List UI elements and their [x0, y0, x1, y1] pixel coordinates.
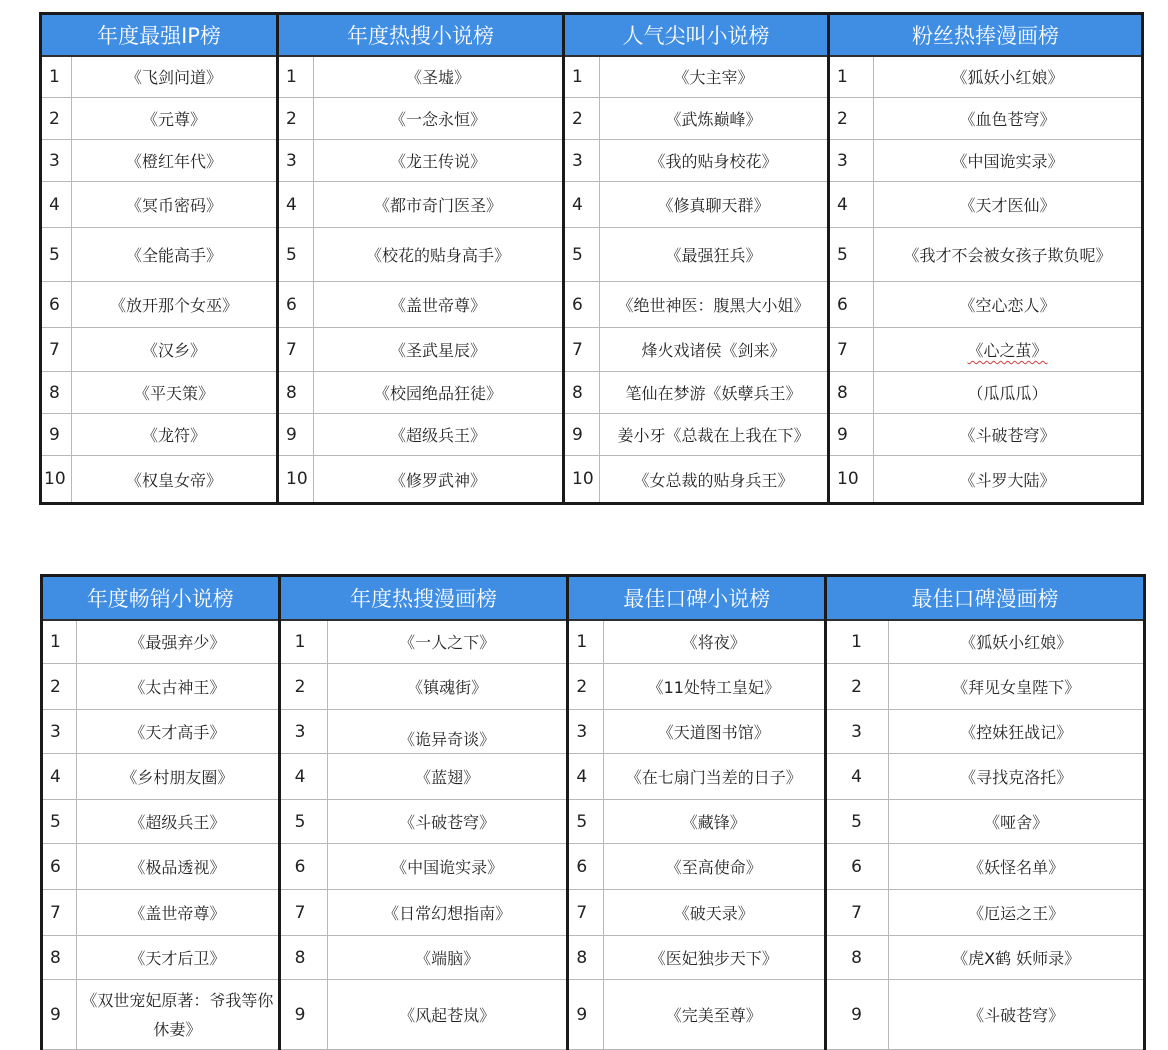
title-cell: 《日常幻想指南》 [327, 890, 568, 936]
title-cell: 《斗破苍穹》 [327, 800, 568, 844]
title-cell: 笔仙在梦游《妖孽兵王》 [600, 372, 829, 414]
rank-number: 10 [829, 456, 874, 504]
rank-number: 4 [279, 754, 327, 800]
title-cell: 《武炼巅峰》 [600, 98, 829, 140]
title-cell: 《斗破苍穹》 [889, 980, 1145, 1050]
rank-number: 5 [42, 800, 77, 844]
rank-number: 2 [826, 664, 889, 710]
rank-number: 5 [829, 228, 874, 282]
rank-number: 3 [42, 710, 77, 754]
rank-number: 1 [278, 56, 314, 98]
title-cell: 《修真聊天群》 [600, 182, 829, 228]
rank-number: 6 [564, 282, 600, 328]
column-header: 年度热搜漫画榜 [279, 576, 568, 620]
rank-number: 7 [829, 328, 874, 372]
table-header-row [42, 576, 1145, 620]
table-row [41, 56, 1143, 98]
title-cell: 《我的贴身校花》 [600, 140, 829, 182]
title-cell: 《超级兵王》 [77, 800, 280, 844]
rank-number: 6 [42, 844, 77, 890]
title-cell: 《一人之下》 [327, 620, 568, 664]
title-cell: （瓜瓜瓜） [874, 372, 1143, 414]
rank-number: 3 [278, 140, 314, 182]
table-row [41, 282, 1143, 328]
title-cell: 《斗罗大陆》 [874, 456, 1143, 504]
rank-number: 2 [568, 664, 603, 710]
table-row [41, 372, 1143, 414]
rank-number: 8 [279, 936, 327, 980]
table-row [42, 620, 1145, 664]
ranking-table-top [39, 12, 1144, 505]
rank-number: 5 [826, 800, 889, 844]
title-cell: 《破天录》 [603, 890, 826, 936]
rank-number: 9 [826, 980, 889, 1050]
title-cell: 《医妃独步天下》 [603, 936, 826, 980]
title-cell: 《龙王传说》 [314, 140, 564, 182]
title-cell: 烽火戏诸侯《剑来》 [600, 328, 829, 372]
rank-number: 3 [829, 140, 874, 182]
table-row [41, 140, 1143, 182]
rank-number: 6 [279, 844, 327, 890]
rank-number: 7 [279, 890, 327, 936]
column-header: 人气尖叫小说榜 [564, 14, 829, 56]
title-cell: 《天才医仙》 [874, 182, 1143, 228]
rank-number: 9 [278, 414, 314, 456]
title-cell: 《圣武星辰》 [314, 328, 564, 372]
title-cell: 《中国诡实录》 [327, 844, 568, 890]
rank-number: 2 [279, 664, 327, 710]
title-cell: 《平天策》 [72, 372, 278, 414]
title-cell: 《极品透视》 [77, 844, 280, 890]
rank-number: 9 [564, 414, 600, 456]
rank-number: 9 [279, 980, 327, 1050]
title-cell: 《全能高手》 [72, 228, 278, 282]
rank-number: 5 [278, 228, 314, 282]
title-cell: 《厄运之王》 [889, 890, 1145, 936]
rank-number: 9 [829, 414, 874, 456]
rank-number: 1 [564, 56, 600, 98]
rank-number: 1 [826, 620, 889, 664]
title-cell: 《妖怪名单》 [889, 844, 1145, 890]
table-row [41, 414, 1143, 456]
title-cell: 《至高使命》 [603, 844, 826, 890]
table-row [41, 456, 1143, 504]
table-row [41, 98, 1143, 140]
title-cell: 《11处特工皇妃》 [603, 664, 826, 710]
title-cell: 《天道图书馆》 [603, 710, 826, 754]
rank-number: 1 [829, 56, 874, 98]
title-cell: 《天才高手》 [77, 710, 280, 754]
rank-number: 2 [41, 98, 72, 140]
rank-number: 9 [41, 414, 72, 456]
title-cell: 《超级兵王》 [314, 414, 564, 456]
column-header: 年度最强IP榜 [41, 14, 278, 56]
title-text-two-line: 《双世宠妃原著：爷我等你休妻》 [81, 990, 274, 1039]
title-cell: 《校园绝品狂徒》 [314, 372, 564, 414]
rank-number: 4 [826, 754, 889, 800]
table-row [41, 182, 1143, 228]
title-cell: 《将夜》 [603, 620, 826, 664]
column-header: 最佳口碑漫画榜 [826, 576, 1145, 620]
rank-number: 9 [42, 980, 77, 1050]
table-row [42, 710, 1145, 754]
rank-number: 3 [41, 140, 72, 182]
ranking-table-bottom [40, 574, 1146, 1050]
rank-number: 2 [42, 664, 77, 710]
title-cell: 《藏锋》 [603, 800, 826, 844]
rank-number: 5 [564, 228, 600, 282]
column-header: 年度热搜小说榜 [278, 14, 564, 56]
rank-number: 2 [564, 98, 600, 140]
title-cell: 《最强弃少》 [77, 620, 280, 664]
title-cell: 《寻找克洛托》 [889, 754, 1145, 800]
column-header: 年度畅销小说榜 [42, 576, 280, 620]
rank-number: 8 [42, 936, 77, 980]
table-row [42, 664, 1145, 710]
title-cell: 《女总裁的贴身兵王》 [600, 456, 829, 504]
title-cell: 《修罗武神》 [314, 456, 564, 504]
rank-number: 6 [826, 844, 889, 890]
title-cell: 《最强狂兵》 [600, 228, 829, 282]
title-cell: 《元尊》 [72, 98, 278, 140]
rank-number: 8 [568, 936, 603, 980]
rank-number: 4 [278, 182, 314, 228]
rank-number: 4 [564, 182, 600, 228]
title-cell: 《空心恋人》 [874, 282, 1143, 328]
title-cell: 《大主宰》 [600, 56, 829, 98]
rank-number: 7 [564, 328, 600, 372]
title-cell: 《拜见女皇陛下》 [889, 664, 1145, 710]
rank-number: 9 [568, 980, 603, 1050]
table-row [42, 800, 1145, 844]
rank-number: 8 [41, 372, 72, 414]
rank-number: 3 [564, 140, 600, 182]
table-row [41, 328, 1143, 372]
rank-number: 7 [41, 328, 72, 372]
table-row [42, 980, 1145, 1050]
title-cell: 《狐妖小红娘》 [889, 620, 1145, 664]
rank-number: 6 [41, 282, 72, 328]
title-cell: 姜小牙《总裁在上我在下》 [600, 414, 829, 456]
title-cell: 《控妹狂战记》 [889, 710, 1145, 754]
rank-number: 1 [42, 620, 77, 664]
rank-number: 3 [279, 710, 327, 754]
table-row [42, 844, 1145, 890]
title-cell: 《我才不会被女孩子欺负呢》 [874, 228, 1143, 282]
rank-number: 7 [568, 890, 603, 936]
rank-number: 6 [278, 282, 314, 328]
title-cell: 《飞剑问道》 [72, 56, 278, 98]
title-cell: 《狐妖小红娘》 [874, 56, 1143, 98]
title-cell: 《斗破苍穹》 [874, 414, 1143, 456]
title-cell: 《龙符》 [72, 414, 278, 456]
rank-number: 3 [568, 710, 603, 754]
title-cell: 《哑舍》 [889, 800, 1145, 844]
title-cell: 《冥币密码》 [72, 182, 278, 228]
rank-number: 1 [41, 56, 72, 98]
title-cell: 《圣墟》 [314, 56, 564, 98]
title-cell: 《权皇女帝》 [72, 456, 278, 504]
rank-number: 6 [829, 282, 874, 328]
rank-number: 5 [279, 800, 327, 844]
rank-number: 4 [829, 182, 874, 228]
title-cell: 《中国诡实录》 [874, 140, 1143, 182]
column-header: 最佳口碑小说榜 [568, 576, 826, 620]
title-cell: 《风起苍岚》 [327, 980, 568, 1050]
title-cell: 《盖世帝尊》 [77, 890, 280, 936]
table-header-row [41, 14, 1143, 56]
rank-number: 8 [829, 372, 874, 414]
title-cell: 《镇魂街》 [327, 664, 568, 710]
rank-number: 2 [278, 98, 314, 140]
rank-number: 2 [829, 98, 874, 140]
title-cell: 《太古神王》 [77, 664, 280, 710]
title-cell: 《血色苍穹》 [874, 98, 1143, 140]
title-cell: 《都市奇门医圣》 [314, 182, 564, 228]
title-cell: 《端脑》 [327, 936, 568, 980]
table-row [42, 936, 1145, 980]
table-row [42, 890, 1145, 936]
title-cell: 《放开那个女巫》 [72, 282, 278, 328]
title-cell: 《一念永恒》 [314, 98, 564, 140]
column-header: 粉丝热捧漫画榜 [829, 14, 1143, 56]
title-cell [77, 980, 280, 1050]
rank-number: 1 [568, 620, 603, 664]
rank-number: 6 [568, 844, 603, 890]
title-cell: 《完美至尊》 [603, 980, 826, 1050]
title-cell: 《盖世帝尊》 [314, 282, 564, 328]
rank-number: 8 [826, 936, 889, 980]
rank-number: 10 [278, 456, 314, 504]
title-cell: 《绝世神医：腹黑大小姐》 [600, 282, 829, 328]
rank-number: 7 [42, 890, 77, 936]
title-cell: 《蓝翅》 [327, 754, 568, 800]
title-cell: 《校花的贴身高手》 [314, 228, 564, 282]
title-cell: 《橙红年代》 [72, 140, 278, 182]
rank-number: 4 [568, 754, 603, 800]
rank-number: 5 [41, 228, 72, 282]
title-cell: 《乡村朋友圈》 [77, 754, 280, 800]
title-cell: 《虎X鹤 妖师录》 [889, 936, 1145, 980]
table-row [42, 754, 1145, 800]
rank-number: 8 [278, 372, 314, 414]
title-cell: 《汉乡》 [72, 328, 278, 372]
rank-number: 10 [41, 456, 72, 504]
title-cell: 《在七扇门当差的日子》 [603, 754, 826, 800]
title-cell: 《天才后卫》 [77, 936, 280, 980]
rank-number: 4 [42, 754, 77, 800]
rank-number: 4 [41, 182, 72, 228]
rank-number: 7 [278, 328, 314, 372]
rank-number: 5 [568, 800, 603, 844]
rank-number: 10 [564, 456, 600, 504]
rank-number: 3 [826, 710, 889, 754]
table-row [41, 228, 1143, 282]
rank-number: 8 [564, 372, 600, 414]
title-cell: 《心之茧》 [874, 328, 1143, 372]
rank-number: 7 [826, 890, 889, 936]
title-cell: 《诡异奇谈》 [327, 710, 568, 754]
rank-number: 1 [279, 620, 327, 664]
